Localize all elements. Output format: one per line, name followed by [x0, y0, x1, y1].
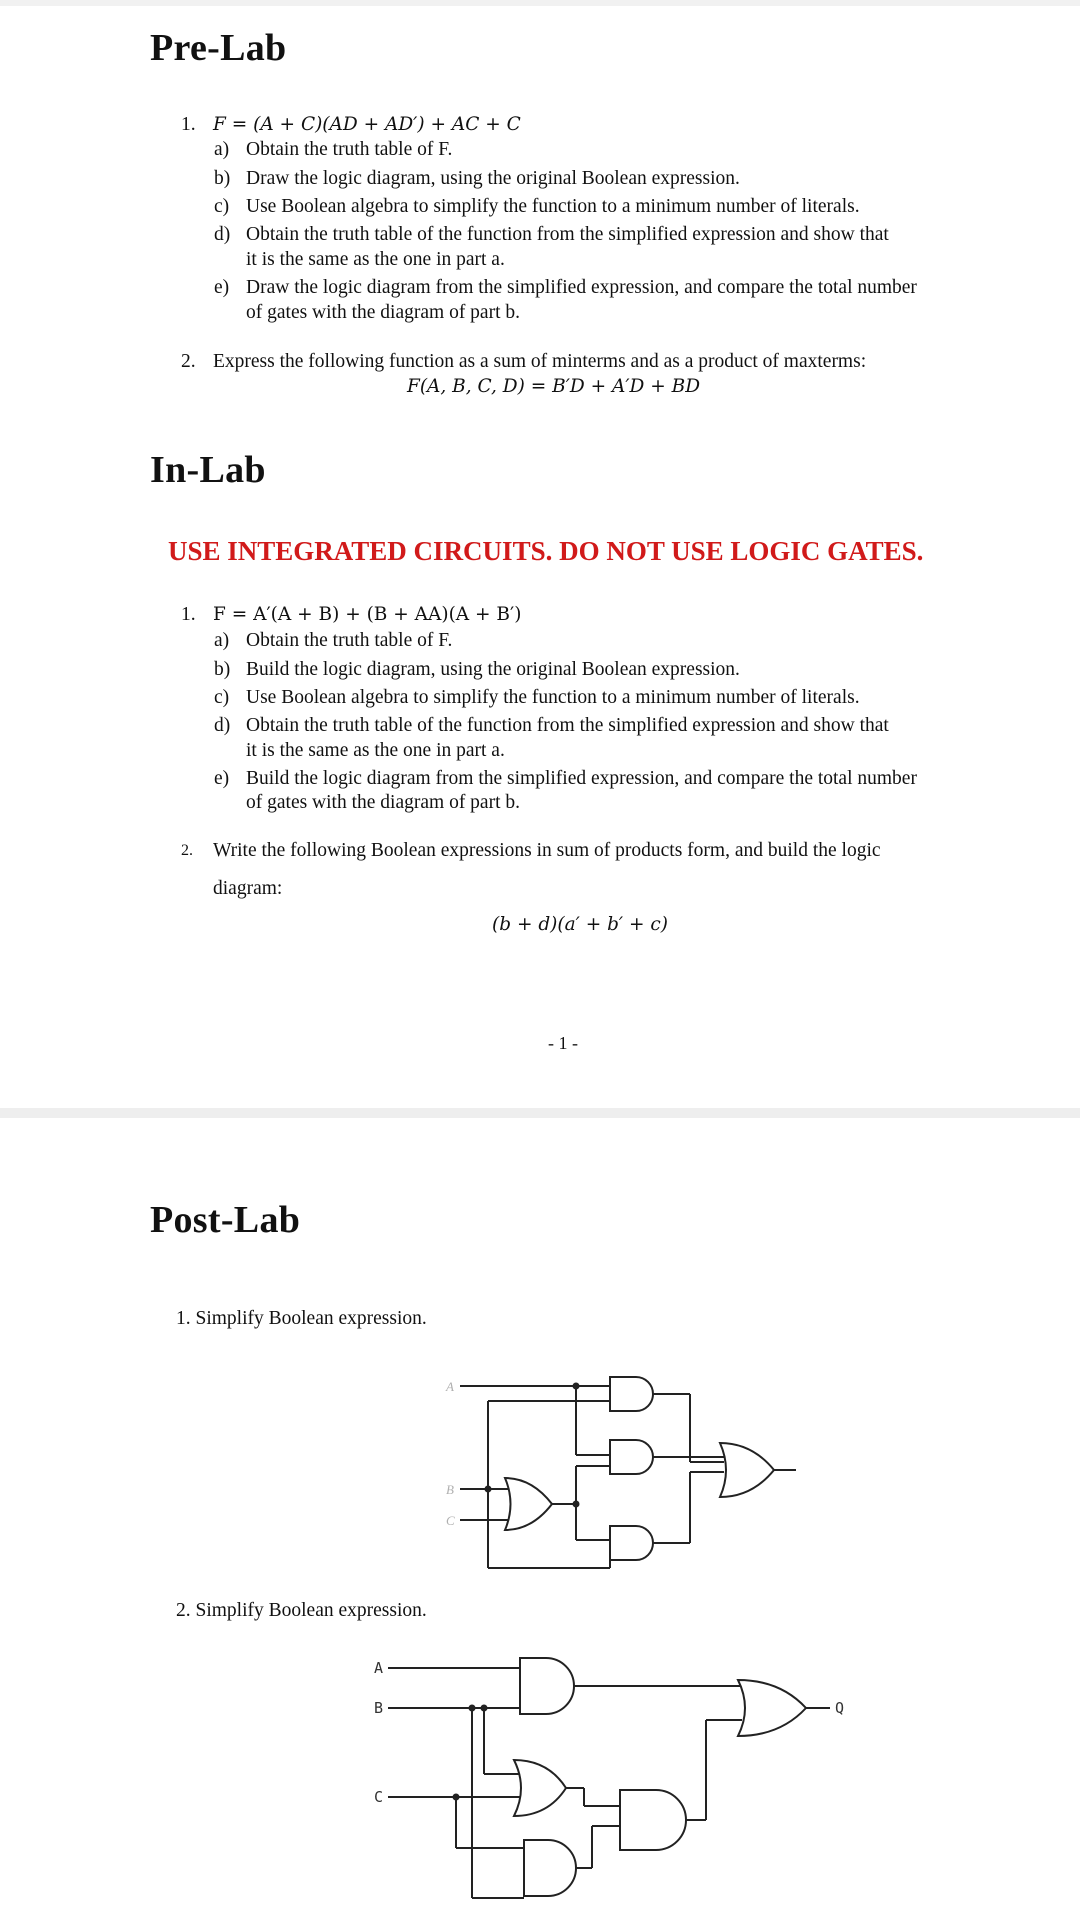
junction-b-2a — [481, 1705, 488, 1712]
prelab-q1-number: 1. — [181, 114, 196, 135]
inlab-q1a-label: a) — [214, 630, 230, 651]
postlab-heading: Post-Lab — [150, 1199, 301, 1241]
prelab-q1-equation: F = (A + C)(AD + AD′) + AC + C — [213, 114, 521, 135]
prelab-q1c-text: Use Boolean algebra to simplify the function to a minimum number of literals. — [246, 196, 860, 217]
prelab-q1b-label: b) — [214, 168, 231, 189]
postlab-q1-text: 1. Simplify Boolean expression. — [176, 1308, 427, 1329]
page-separator — [0, 1108, 1080, 1118]
junction-a — [573, 1383, 580, 1390]
junction-c-2 — [453, 1794, 460, 1801]
page-2 — [0, 1118, 1080, 1910]
prelab-q1a-text: Obtain the truth table of F. — [246, 139, 453, 160]
junction-or — [573, 1501, 580, 1508]
inlab-q1-equation: F = A′(A + B) + (B + AA)(A + B′) — [213, 604, 522, 625]
prelab-q1e-text-cont: of gates with the diagram of part b. — [246, 302, 520, 323]
inlab-q1c-label: c) — [214, 687, 230, 708]
inlab-q1d-text-cont: it is the same as the one in part a. — [246, 740, 505, 761]
prelab-q1d-text: Obtain the truth table of the function from the simplified expression and show that — [246, 224, 889, 245]
and-gate-right — [620, 1790, 686, 1850]
prelab-q1d-text-cont: it is the same as the one in part a. — [246, 249, 505, 270]
prelab-q1d-label: d) — [214, 224, 231, 245]
or-gate-bc-2 — [514, 1760, 566, 1816]
and-gate-bottom — [610, 1526, 653, 1560]
inlab-q1-number: 1. — [181, 604, 196, 625]
prelab-q1e-label: e) — [214, 277, 230, 298]
label-a-1: A — [446, 1379, 454, 1394]
circuit-diagram-2 — [360, 1652, 860, 1910]
inlab-q1e-label: e) — [214, 768, 230, 789]
label-b-1: B — [446, 1482, 454, 1497]
inlab-q2-equation: (b + d)(a′ + b′ + c) — [492, 914, 668, 935]
inlab-heading: In-Lab — [150, 449, 266, 491]
prelab-heading: Pre-Lab — [150, 27, 287, 69]
and-gate-top — [610, 1377, 653, 1411]
inlab-warning: USE INTEGRATED CIRCUITS. DO NOT USE LOGIC GATES. — [168, 536, 924, 566]
inlab-q1a-text: Obtain the truth table of F. — [246, 630, 453, 651]
label-b-2: B — [374, 1699, 384, 1717]
label-c-2: C — [374, 1788, 384, 1806]
inlab-q1d-text: Obtain the truth table of the function from the simplified expression and show that — [246, 715, 889, 736]
junction-b — [485, 1486, 492, 1493]
and-gate-middle — [610, 1440, 653, 1474]
inlab-q1c-text: Use Boolean algebra to simplify the function to a minimum number of literals. — [246, 687, 860, 708]
prelab-q1e-text: Draw the logic diagram from the simplified expression, and compare the total number — [246, 277, 917, 298]
inlab-q2-text: Write the following Boolean expressions in sum of products form, and build the logic — [213, 840, 881, 861]
prelab-q2-equation: F(A, B, C, D) = B′D + A′D + BD — [407, 376, 701, 397]
label-c-1: C — [446, 1513, 455, 1528]
prelab-q1c-label: c) — [214, 196, 230, 217]
inlab-q2-number: 2. — [181, 842, 193, 859]
or-gate-final — [720, 1443, 774, 1497]
prelab-q1a-label: a) — [214, 139, 230, 160]
or-gate-bc — [505, 1478, 552, 1530]
prelab-q1b-text: Draw the logic diagram, using the original Boolean expression. — [246, 168, 740, 189]
prelab-q2-text: Express the following function as a sum of minterms and as a product of maxterms: — [213, 351, 867, 372]
circuit-diagram-1 — [430, 1368, 810, 1578]
inlab-q1b-label: b) — [214, 659, 231, 680]
and-gate-ab — [520, 1658, 574, 1714]
junction-b-2b — [469, 1705, 476, 1712]
and-gate-bottom-2 — [524, 1840, 576, 1896]
inlab-q1e-text-cont: of gates with the diagram of part b. — [246, 792, 520, 813]
inlab-q1e-text: Build the logic diagram from the simplified expression, and compare the total number — [246, 768, 917, 789]
label-a-2: A — [374, 1659, 384, 1677]
inlab-q2-text-cont: diagram: — [213, 878, 283, 899]
postlab-q2-text: 2. Simplify Boolean expression. — [176, 1600, 427, 1621]
or-gate-final-2 — [738, 1680, 806, 1736]
prelab-q2-number: 2. — [181, 351, 196, 372]
inlab-q1d-label: d) — [214, 715, 231, 736]
page-number: - 1 - — [548, 1033, 578, 1053]
label-q-2: Q — [835, 1699, 845, 1717]
inlab-q1b-text: Build the logic diagram, using the original Boolean expression. — [246, 659, 740, 680]
